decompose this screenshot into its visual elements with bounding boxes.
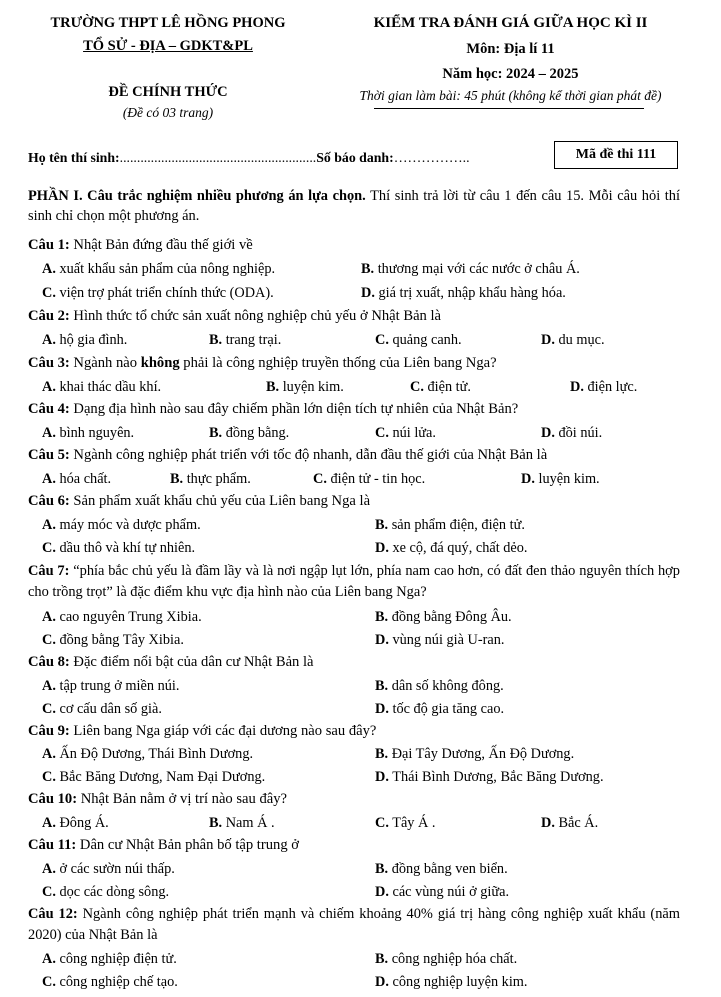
option-text: thực phẩm. [183, 471, 251, 487]
school-year: Năm học: 2024 – 2025 [442, 66, 579, 82]
q10-option-a[interactable] [42, 815, 109, 832]
question-12 [28, 904, 680, 946]
option-letter: B. [209, 425, 223, 441]
option-text: luyện kim. [279, 379, 344, 395]
option-letter: A. [42, 609, 56, 625]
q8-option-d[interactable] [375, 701, 504, 718]
department-name: TỔ SỬ - ĐỊA – GDKT&PL [83, 38, 253, 54]
option-text: các vùng núi ở giữa. [388, 884, 510, 900]
q4-option-b[interactable] [209, 425, 289, 442]
option-letter: B. [375, 609, 389, 625]
page-count: (Đề có 03 trang) [122, 105, 214, 120]
option-text: Bắc Á. [554, 815, 599, 831]
q3-option-b[interactable] [266, 379, 344, 396]
option-letter: D. [570, 379, 584, 395]
option-letter: D. [541, 425, 555, 441]
q1-option-a[interactable] [42, 261, 275, 278]
option-letter: A. [42, 517, 56, 533]
option-text: công nghiệp hóa chất. [388, 951, 518, 967]
option-text: Đại Tây Dương, Ấn Độ Dương. [388, 746, 575, 762]
option-text: ở các sườn núi thấp. [55, 861, 175, 877]
option-letter: C. [42, 285, 56, 301]
sbd-blank: …………….. [393, 150, 470, 165]
q4-option-c[interactable] [375, 425, 436, 442]
question-text: Ngành nào [69, 355, 141, 371]
option-letter: A. [42, 746, 56, 762]
q9-option-c[interactable] [42, 769, 265, 786]
q4-option-d[interactable] [541, 425, 602, 442]
option-letter: B. [209, 815, 223, 831]
question-text: Hình thức tổ chức sản xuất nông nghiệp chủ yếu ở Nhật Bản là [69, 308, 442, 324]
q5-option-b[interactable] [170, 471, 251, 488]
option-letter: A. [42, 678, 56, 694]
option-letter: A. [42, 261, 56, 277]
option-letter: C. [375, 332, 389, 348]
question-label: Câu 4: [28, 401, 70, 417]
option-letter: C. [42, 974, 56, 990]
option-text: cơ cấu dân số già. [55, 701, 162, 717]
option-text: Thái Bình Dương, Bắc Băng Dương. [388, 769, 604, 785]
option-text: xuất khẩu sản phẩm của nông nghiệp. [55, 261, 276, 277]
option-letter: D. [521, 471, 535, 487]
question-text: Liên bang Nga giáp với các đại dương nào sau đây? [69, 723, 377, 739]
question-8 [28, 654, 314, 671]
q7-option-d[interactable] [375, 632, 504, 649]
question-text: Nhật Bản nằm ở vị trí nào sau đây? [77, 791, 288, 807]
option-text: núi lửa. [388, 425, 436, 441]
q9-option-b[interactable] [375, 746, 574, 763]
header-divider [374, 108, 644, 109]
option-letter: A. [42, 861, 56, 877]
option-letter: D. [375, 632, 389, 648]
option-letter: B. [375, 517, 389, 533]
q6-option-a[interactable] [42, 517, 201, 534]
option-text: điện tử - tin học. [326, 471, 426, 487]
question-text: Ngành công nghiệp phát triển mạnh và chiếm khoảng 40% giá trị hàng công nghiệp xuất khẩu (năm 2020) của Nhật Bản là [28, 906, 680, 943]
option-text: thương mại với các nước ở châu Á. [374, 261, 580, 277]
option-letter: B. [266, 379, 280, 395]
exam-duration: Thời gian làm bài: 45 phút (không kể thời gian phát đề) [359, 88, 662, 103]
option-letter: A. [42, 951, 56, 967]
q3-option-d[interactable] [570, 379, 637, 396]
option-letter: C. [42, 701, 56, 717]
q1-option-d[interactable] [361, 285, 566, 302]
question-1 [28, 237, 253, 254]
option-letter: A. [42, 815, 56, 831]
question-text: Dân cư Nhật Bản phân bố tập trung ở [76, 837, 299, 853]
option-letter: A. [42, 332, 56, 348]
q2-option-d[interactable] [541, 332, 605, 349]
option-text: công nghiệp điện tử. [55, 951, 177, 967]
q6-option-d[interactable] [375, 540, 527, 557]
question-label: Câu 9: [28, 723, 70, 739]
option-text: đồng bằng ven biển. [388, 861, 508, 877]
option-text: dầu thô và khí tự nhiên. [55, 540, 196, 556]
question-label: Câu 7: [28, 563, 70, 579]
option-text: đồng bằng. [222, 425, 290, 441]
question-text: phải là công nghiệp truyền thống của Liên bang Nga? [179, 355, 497, 371]
school-name: TRƯỜNG THPT LÊ HỒNG PHONG [50, 15, 286, 31]
question-4 [28, 401, 518, 418]
option-text: đồi núi. [554, 425, 603, 441]
option-text: bình nguyên. [55, 425, 135, 441]
q2-option-c[interactable] [375, 332, 462, 349]
option-letter: C. [375, 425, 389, 441]
option-letter: B. [361, 261, 375, 277]
question-11 [28, 837, 299, 854]
q7-option-a[interactable] [42, 609, 202, 626]
question-6 [28, 493, 370, 510]
option-letter: D. [375, 769, 389, 785]
option-letter: D. [361, 285, 375, 301]
q2-option-a[interactable] [42, 332, 127, 349]
question-label: Câu 6: [28, 493, 70, 509]
question-text: Ngành công nghiệp phát triển với tốc độ nhanh, dẫn đầu thế giới của Nhật Bản là [69, 447, 548, 463]
option-text: đồng bằng Tây Xibia. [55, 632, 184, 648]
option-text: du mục. [554, 332, 605, 348]
q8-option-b[interactable] [375, 678, 504, 695]
question-2 [28, 308, 441, 325]
option-text: cao nguyên Trung Xibia. [55, 609, 202, 625]
question-label: Câu 11: [28, 837, 77, 853]
question-label: Câu 1: [28, 237, 70, 253]
question-label: Câu 10: [28, 791, 78, 807]
q8-option-c[interactable] [42, 701, 162, 718]
option-text: Bắc Băng Dương, Nam Đại Dương. [55, 769, 266, 785]
q11-option-c[interactable] [42, 884, 169, 901]
option-letter: D. [541, 815, 555, 831]
q4-option-a[interactable] [42, 425, 134, 442]
q9-option-a[interactable] [42, 746, 253, 763]
option-text: điện tử. [423, 379, 471, 395]
q10-option-c[interactable] [375, 815, 436, 832]
q5-option-a[interactable] [42, 471, 111, 488]
name-label: Họ tên thí sinh: [28, 150, 120, 165]
subject-label: Môn: Địa lí 11 [466, 41, 555, 57]
option-text: công nghiệp luyện kim. [388, 974, 528, 990]
question-5 [28, 447, 547, 464]
q8-option-a[interactable] [42, 678, 179, 695]
q10-option-d[interactable] [541, 815, 598, 832]
option-text: sản phẩm điện, điện tử. [388, 517, 525, 533]
part1-heading [28, 186, 680, 226]
option-letter: A. [42, 471, 56, 487]
question-label: Câu 8: [28, 654, 70, 670]
exam-title: KIỂM TRA ĐÁNH GIÁ GIỮA HỌC KÌ II [373, 15, 648, 31]
option-letter: C. [410, 379, 424, 395]
q1-option-c[interactable] [42, 285, 274, 302]
option-text: vùng núi già U-ran. [388, 632, 505, 648]
question-7 [28, 561, 680, 603]
option-text: hộ gia đình. [55, 332, 128, 348]
option-text: giá trị xuất, nhập khẩu hàng hóa. [374, 285, 566, 301]
name-blank: ......................................................... [119, 150, 317, 165]
option-letter: C. [42, 540, 56, 556]
option-text: công nghiệp chế tạo. [55, 974, 178, 990]
option-text: trang trại. [222, 332, 282, 348]
q12-option-a[interactable] [42, 951, 177, 968]
option-text: Nam Á . [222, 815, 275, 831]
question-text: “phía bắc chủ yếu là đầm lầy và là nơi ngập lụt lớn, phía nam cao hơn, có đất đen thảo nguyên thích hợp cho trồng trọt” là đặc điểm khu vực địa hình nào của Liên bang Nga? [28, 563, 680, 600]
official-label: ĐỀ CHÍNH THỨC [108, 84, 228, 100]
question-label: Câu 3: [28, 355, 70, 371]
q2-option-b[interactable] [209, 332, 281, 349]
option-letter: D. [541, 332, 555, 348]
option-letter: D. [375, 540, 389, 556]
option-text: Ấn Độ Dương, Thái Bình Dương. [55, 746, 254, 762]
option-text: luyện kim. [534, 471, 600, 487]
q12-option-b[interactable] [375, 951, 517, 968]
option-text: đồng bằng Đông Âu. [388, 609, 512, 625]
q7-option-b[interactable] [375, 609, 512, 626]
q6-option-b[interactable] [375, 517, 525, 534]
option-letter: C. [375, 815, 389, 831]
option-text: Đông Á. [55, 815, 109, 831]
question-text: Sản phẩm xuất khẩu chủ yếu của Liên bang Nga là [69, 493, 371, 509]
option-text: dân số không đông. [388, 678, 504, 694]
q11-option-b[interactable] [375, 861, 508, 878]
question-label: Câu 12: [28, 906, 78, 922]
question-9 [28, 723, 376, 740]
option-text: khai thác dầu khí. [55, 379, 162, 395]
question-text: Dạng địa hình nào sau đây chiếm phần lớn diện tích tự nhiên của Nhật Bản? [69, 401, 519, 417]
option-text: xe cộ, đá quý, chất dẻo. [388, 540, 528, 556]
option-letter: C. [42, 769, 56, 785]
question-label: Câu 5: [28, 447, 70, 463]
question-label: Câu 2: [28, 308, 70, 324]
q7-option-c[interactable] [42, 632, 184, 649]
option-text: tập trung ở miền núi. [55, 678, 180, 694]
option-letter: C. [42, 632, 56, 648]
q9-option-d[interactable] [375, 769, 604, 786]
q3-option-a[interactable] [42, 379, 161, 396]
q5-option-d[interactable] [521, 471, 600, 488]
option-text: hóa chất. [55, 471, 112, 487]
option-letter: B. [170, 471, 184, 487]
q5-option-c[interactable] [313, 471, 425, 488]
option-text: tốc độ gia tăng cao. [388, 701, 505, 717]
option-text: dọc các dòng sông. [55, 884, 170, 900]
q12-option-c[interactable] [42, 974, 178, 991]
part1-instruction: Thí sinh trả lời từ câu 1 đến câu 15. Mỗi câu hỏi thí sinh chỉ chọn một phương án. [28, 188, 680, 224]
option-letter: B. [375, 951, 389, 967]
option-letter: D. [375, 974, 389, 990]
exam-code-box: Mã đề thi 111 [554, 141, 678, 169]
option-text: quảng canh. [388, 332, 462, 348]
option-letter: A. [42, 425, 56, 441]
question-10 [28, 791, 287, 808]
part1-title: PHẦN I. Câu trắc nghiệm nhiều phương án lựa chọn. [28, 188, 366, 204]
question-text: Nhật Bản đứng đầu thế giới về [69, 237, 253, 253]
option-text: Tây Á . [388, 815, 436, 831]
option-letter: D. [375, 884, 389, 900]
option-text: viện trợ phát triển chính thức (ODA). [55, 285, 274, 301]
option-letter: B. [375, 746, 389, 762]
option-text: điện lực. [583, 379, 638, 395]
option-letter: A. [42, 379, 56, 395]
q12-option-d[interactable] [375, 974, 527, 991]
option-letter: C. [42, 884, 56, 900]
q1-option-b[interactable] [361, 261, 580, 278]
q3-option-c[interactable] [410, 379, 471, 396]
q11-option-a[interactable] [42, 861, 175, 878]
q11-option-d[interactable] [375, 884, 509, 901]
option-text: máy móc và dược phẩm. [55, 517, 201, 533]
option-letter: B. [375, 678, 389, 694]
option-letter: C. [313, 471, 327, 487]
option-letter: B. [375, 861, 389, 877]
question-text: Đặc điểm nổi bật của dân cư Nhật Bản là [69, 654, 314, 670]
question-3 [28, 355, 497, 372]
question-emphasis: không [140, 355, 180, 371]
sbd-label: Số báo danh: [316, 150, 394, 165]
student-info-line [28, 150, 470, 166]
option-letter: B. [209, 332, 223, 348]
option-letter: D. [375, 701, 389, 717]
q6-option-c[interactable] [42, 540, 195, 557]
q10-option-b[interactable] [209, 815, 275, 832]
